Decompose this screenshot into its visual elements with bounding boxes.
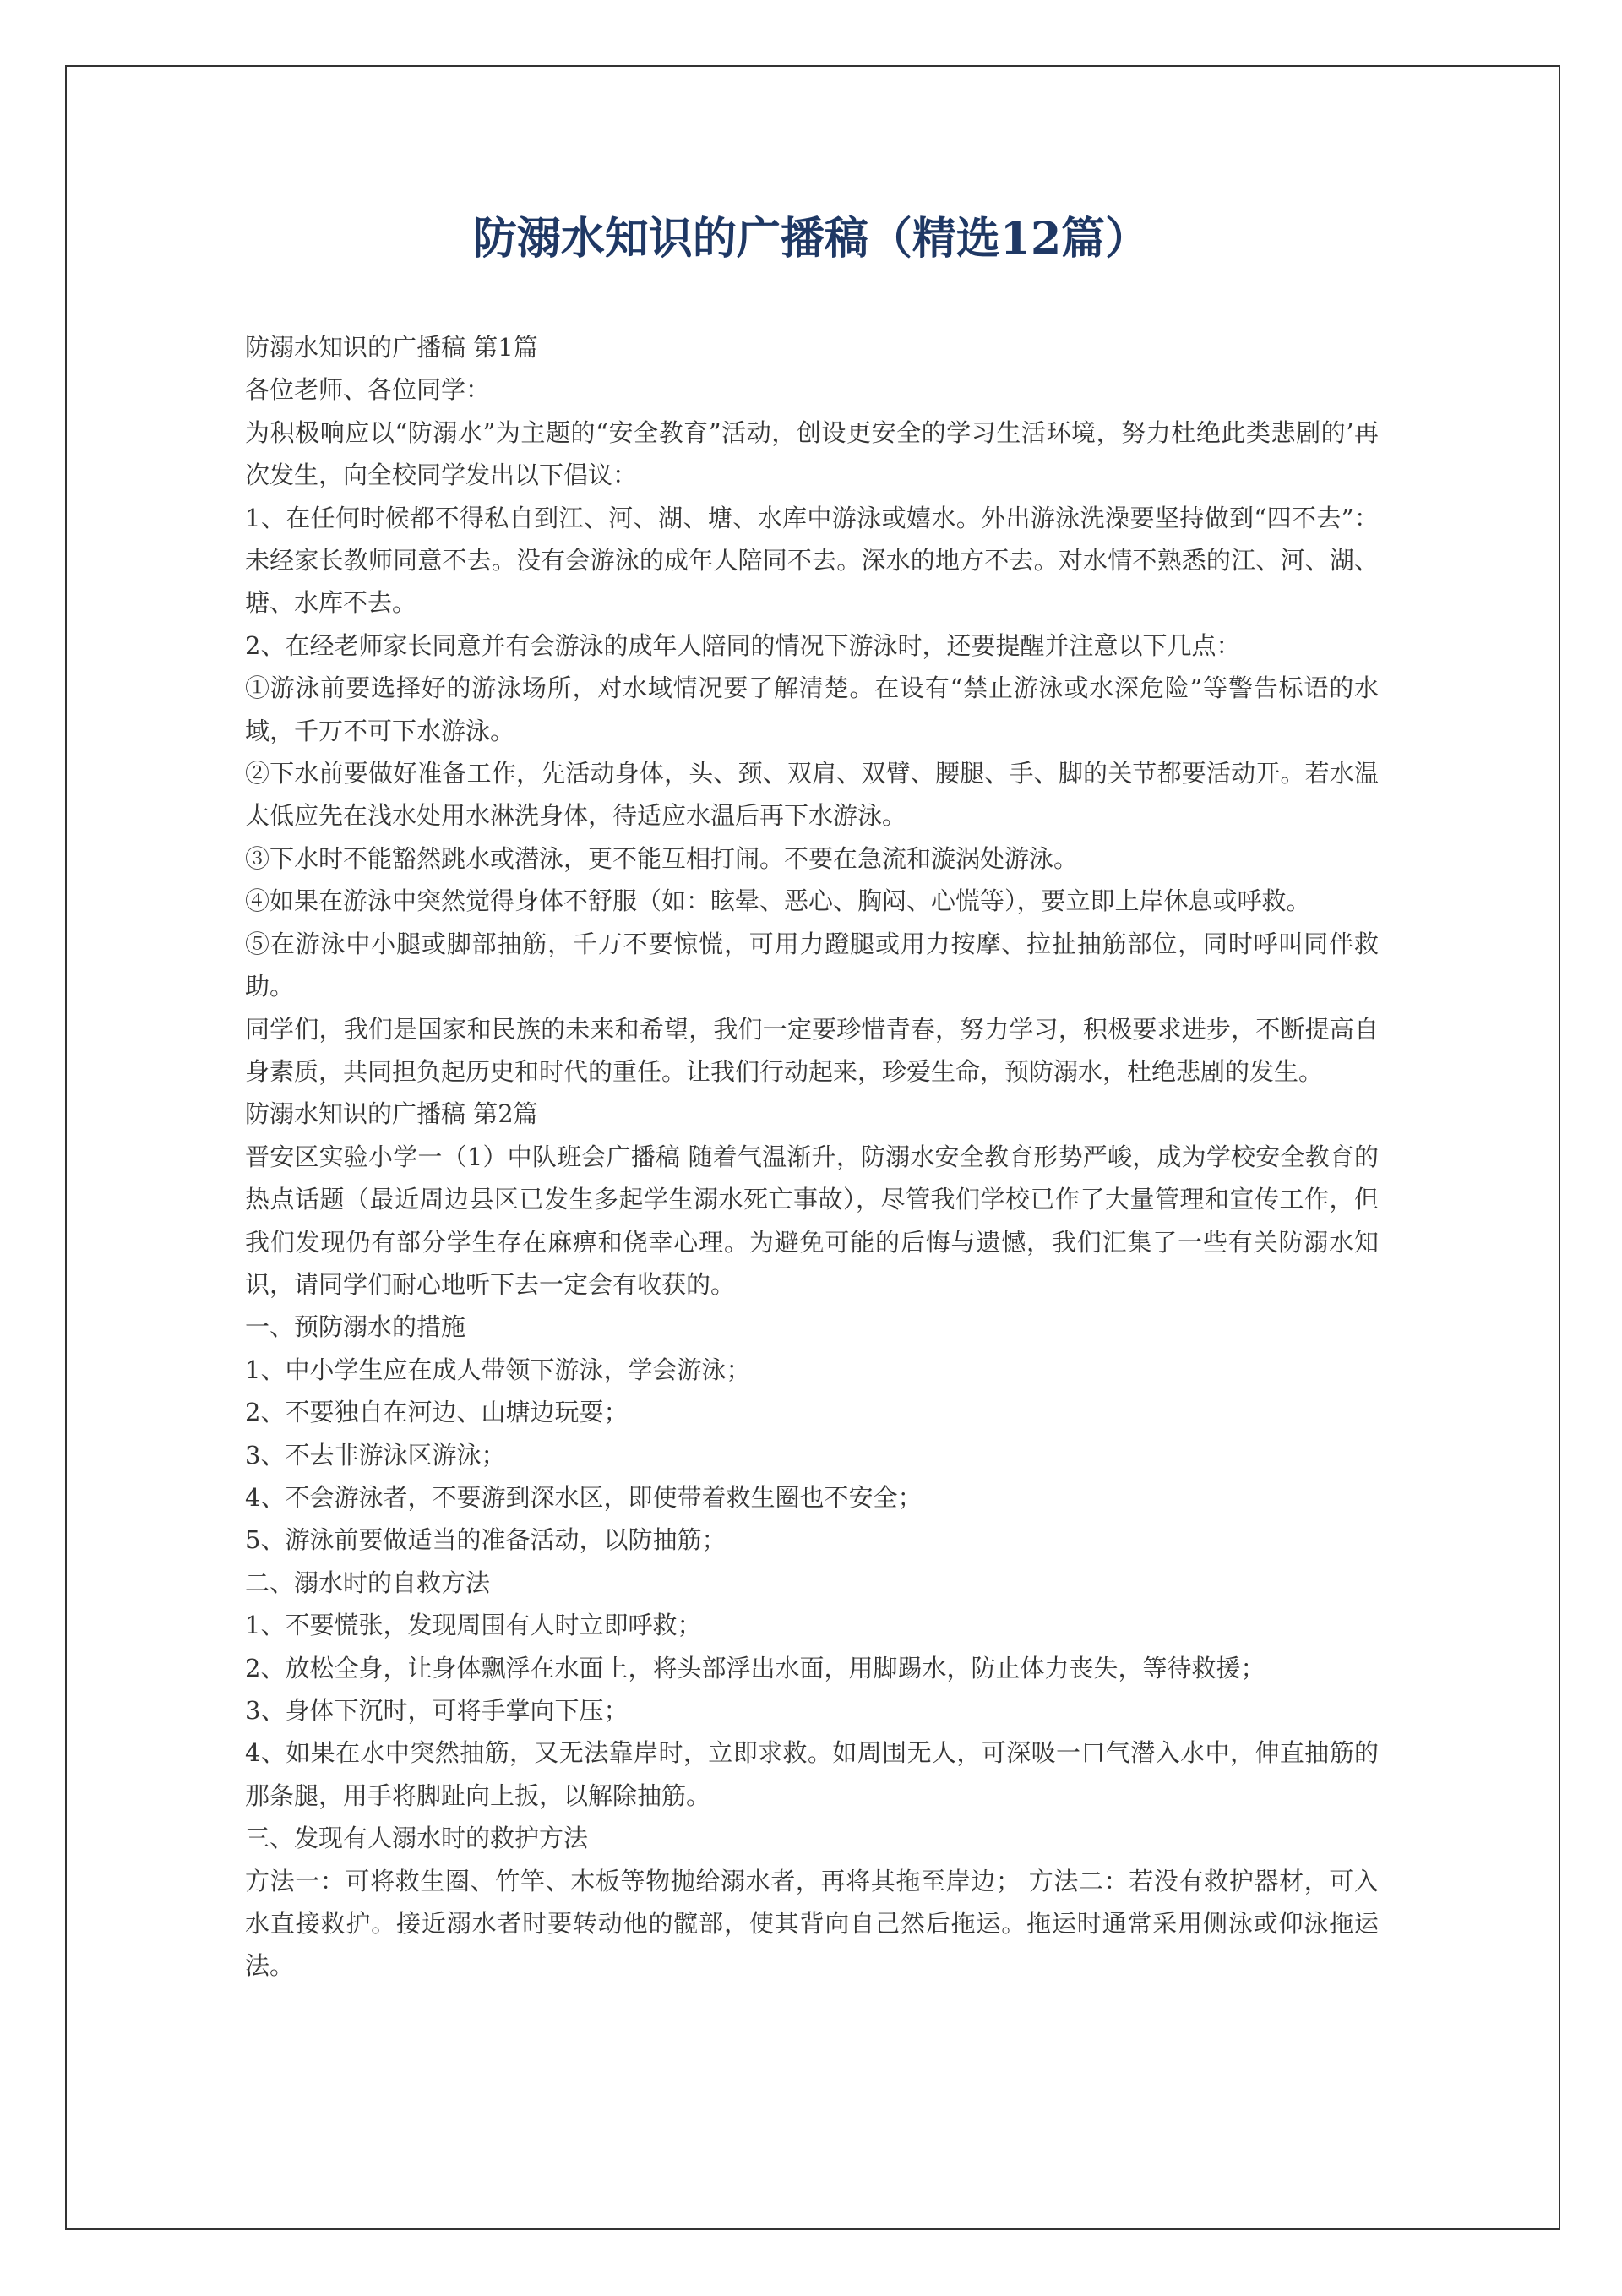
list-item: ③下水时不能豁然跳水或潜泳，更不能互相打闹。不要在急流和漩涡处游泳。: [245, 843, 1079, 873]
section-heading-1: 防溺水知识的广播稿 第1篇: [245, 333, 538, 362]
subheading: 三、发现有人溺水时的救护方法: [245, 1824, 589, 1853]
list-item: 3、身体下沉时，可将手掌向下压；: [245, 1696, 629, 1725]
list-item: 1、中小学生应在成人带领下游泳，学会游泳；: [245, 1355, 751, 1384]
salutation: 各位老师、各位同学：: [245, 375, 491, 405]
list-item: 2、不要独自在河边、山塘边玩耍；: [245, 1398, 629, 1427]
list-item: 5、游泳前要做适当的准备活动，以防抽筋；: [245, 1525, 727, 1555]
paragraph: 晋安区实验小学一（1）中队班会广播稿 随着气温渐升，防溺水安全教育形势严峻，成为学校安全教育的热点话题（最近周边县区已发生多起学生溺水死亡事故），尽管我们学校已作了大量管理和宣传工作，但我们发现仍有部分学生存在麻痹和侥幸心理。为避免可能的后悔与遗憾，我们汇集了一些有关防溺水知识，请同学们耐心地听下去一定会有收获的。: [245, 1142, 1379, 1299]
paragraph: 1、在任何时候都不得私自到江、河、湖、塘、水库中游泳或嬉水。外出游泳洗澡要坚持做到“四不去”：未经家长教师同意不去。没有会游泳的成年人陪同不去。深水的地方不去。对水情不熟悉的江、河、湖、塘、水库不去。: [245, 503, 1379, 618]
list-item: 4、如果在水中突然抽筋，又无法靠岸时，立即求救。如周围无人，可深吸一口气潜入水中，伸直抽筋的那条腿，用手将脚趾向上扳，以解除抽筋。: [245, 1738, 1379, 1810]
subheading: 二、溺水时的自救方法: [245, 1568, 491, 1597]
list-item: ⑤在游泳中小腿或脚部抽筋，千万不要惊慌，可用力蹬腿或用力按摩、拉扯抽筋部位，同时呼叫同伴救助。: [245, 929, 1379, 1001]
paragraph: 同学们，我们是国家和民族的未来和希望，我们一定要珍惜青春，努力学习，积极要求进步，不断提高自身素质，共同担负起历史和时代的重任。让我们行动起来，珍爱生命，预防溺水，杜绝悲剧的发生。: [245, 1014, 1379, 1086]
paragraph: 2、在经老师家长同意并有会游泳的成年人陪同的情况下游泳时，还要提醒并注意以下几点：: [245, 630, 1241, 660]
subheading: 一、预防溺水的措施: [245, 1312, 466, 1342]
list-item: ④如果在游泳中突然觉得身体不舒服（如：眩晕、恶心、胸闷、心慌等），要立即上岸休息或呼救。: [245, 886, 1311, 916]
list-item: 3、不去非游泳区游泳；: [245, 1440, 506, 1470]
list-item: 4、不会游泳者，不要游到深水区，即使带着救生圈也不安全；: [245, 1482, 923, 1512]
section-heading-2: 防溺水知识的广播稿 第2篇: [245, 1099, 538, 1129]
list-item: 1、不要慌张，发现周围有人时立即呼救；: [245, 1611, 702, 1640]
document-body: [245, 326, 1379, 1988]
list-item: ①游泳前要选择好的游泳场所，对水域情况要了解清楚。在设有“禁止游泳或水深危险”等警告标语的水域，千万不可下水游泳。: [245, 674, 1379, 745]
paragraph: 方法一：可将救生圈、竹竿、木板等物抛给溺水者，再将其拖至岸边； 方法二：若没有救护器材，可入水直接救护。接近溺水者时要转动他的髋部，使其背向自己然后拖运。拖运时通常采用侧泳或仰泳拖运法。: [245, 1866, 1379, 1981]
paragraph: 为积极响应以“防溺水”为主题的“安全教育”活动，创设更安全的学习生活环境，努力杜绝此类悲剧的’再次发生，向全校同学发出以下倡议：: [245, 417, 1379, 490]
document-title: 防溺水知识的广播稿（精选12篇）: [472, 213, 1150, 265]
list-item: ②下水前要做好准备工作，先活动身体，头、颈、双肩、双臂、腰腿、手、脚的关节都要活动开。若水温太低应先在浅水处用水淋洗身体，待适应水温后再下水游泳。: [245, 759, 1379, 831]
list-item: 2、放松全身，让身体飘浮在水面上，将头部浮出水面，用脚踢水，防止体力丧失，等待救援；: [245, 1653, 1265, 1682]
